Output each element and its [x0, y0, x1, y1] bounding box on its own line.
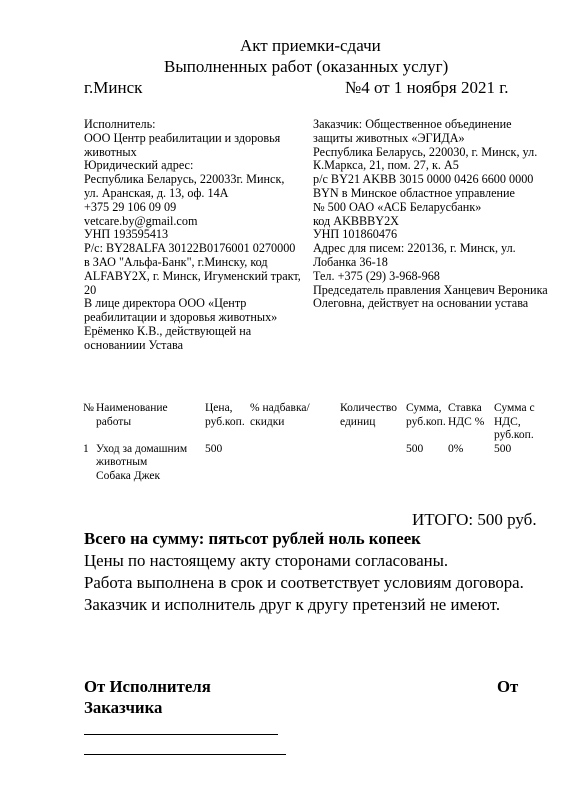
act-number-date: №4 от 1 ноября 2021 г.: [345, 78, 509, 97]
items-table: [83, 402, 543, 483]
table-cell: 500: [406, 442, 424, 455]
document-title: Акт приемки-сдачи: [240, 36, 381, 55]
statement-line: Заказчик и исполнитель друг к другу претензий не имеют.: [84, 595, 501, 614]
table-row: [83, 443, 543, 484]
statements: [84, 550, 544, 616]
executor-details: Исполнитель: ООО Центр реабилитации и здоровья животных Юридический адрес: Республика Беларусь, 220033г. Минск, ул. Аранская, д. 13, оф. 14А +375 29 106 09 09 vetcare.by@gmail.com УНП 193595413 Р/с: BY28ALFA 30122B0176001 0270000 в ЗАО "Альфа-Банк", г.Минску, код ALFABY2X, г. Минск, Игуменский тракт, 20 В лице директора ООО «Центр реабилитации и здоровья животных» Ерёменко К.В., действующей на основаниии Устава: [84, 117, 301, 352]
signature-line-executor: [84, 734, 278, 735]
signature-line-customer: [84, 754, 286, 755]
signature-customer-label: Заказчика: [84, 698, 163, 717]
sum-in-words: Всего на сумму: пятьсот рублей ноль копеек: [84, 529, 421, 548]
signature-from-label: От: [497, 677, 519, 696]
statement-line: Работа выполнена в срок и соответствует условиям договора.: [84, 573, 524, 592]
column-header: №: [83, 402, 94, 414]
table-cell: [340, 443, 406, 484]
table-cell: 0%: [448, 442, 464, 455]
column-header: % надбавка/ скидки: [250, 402, 310, 428]
table-cell: 500: [205, 442, 223, 455]
table-cell: 1: [83, 442, 89, 455]
column-header: Наименование работы: [96, 402, 168, 428]
signature-executor-label: От Исполнителя: [84, 677, 211, 696]
total-amount: ИТОГО: 500 руб.: [412, 510, 537, 529]
document-subtitle: Выполненных работ (оказанных услуг): [164, 57, 449, 76]
table-cell: 500: [494, 442, 512, 455]
table-cell: Уход за домашним животным Собака Джек: [96, 442, 188, 482]
column-header: Сумма с НДС, руб.коп.: [494, 402, 535, 441]
column-header: Количество единиц: [340, 402, 397, 428]
column-header: Сумма, руб.коп.: [406, 402, 446, 428]
column-header: Цена, руб.коп.: [205, 402, 245, 428]
column-header: Ставка НДС %: [448, 402, 485, 428]
customer-details: Заказчик: Общественное объединение защиты животных «ЭГИДА» Республика Беларусь, 220030, г. Минск, ул. К.Маркса, 21, пом. 27, к. А5 р/с BY21 AKBB 3015 0000 0426 6600 0000 BYN в Минское областное управление № 500 ОАО «АСБ Беларусбанк» код AKBBBY2X УНП 101860476 Адрес для писем: 220136, г. Минск, ул. Лобанка 36-18 Тел. +375 (29) 3-968-968 Председатель правления Ханцевич Вероника Олеговна, действует на основании устава: [313, 117, 548, 311]
statement-line: Цены по настоящему акту сторонами согласованы.: [84, 551, 449, 570]
table-cell: [250, 443, 340, 484]
city: г.Минск: [84, 78, 143, 97]
table-header-row: [83, 402, 543, 443]
